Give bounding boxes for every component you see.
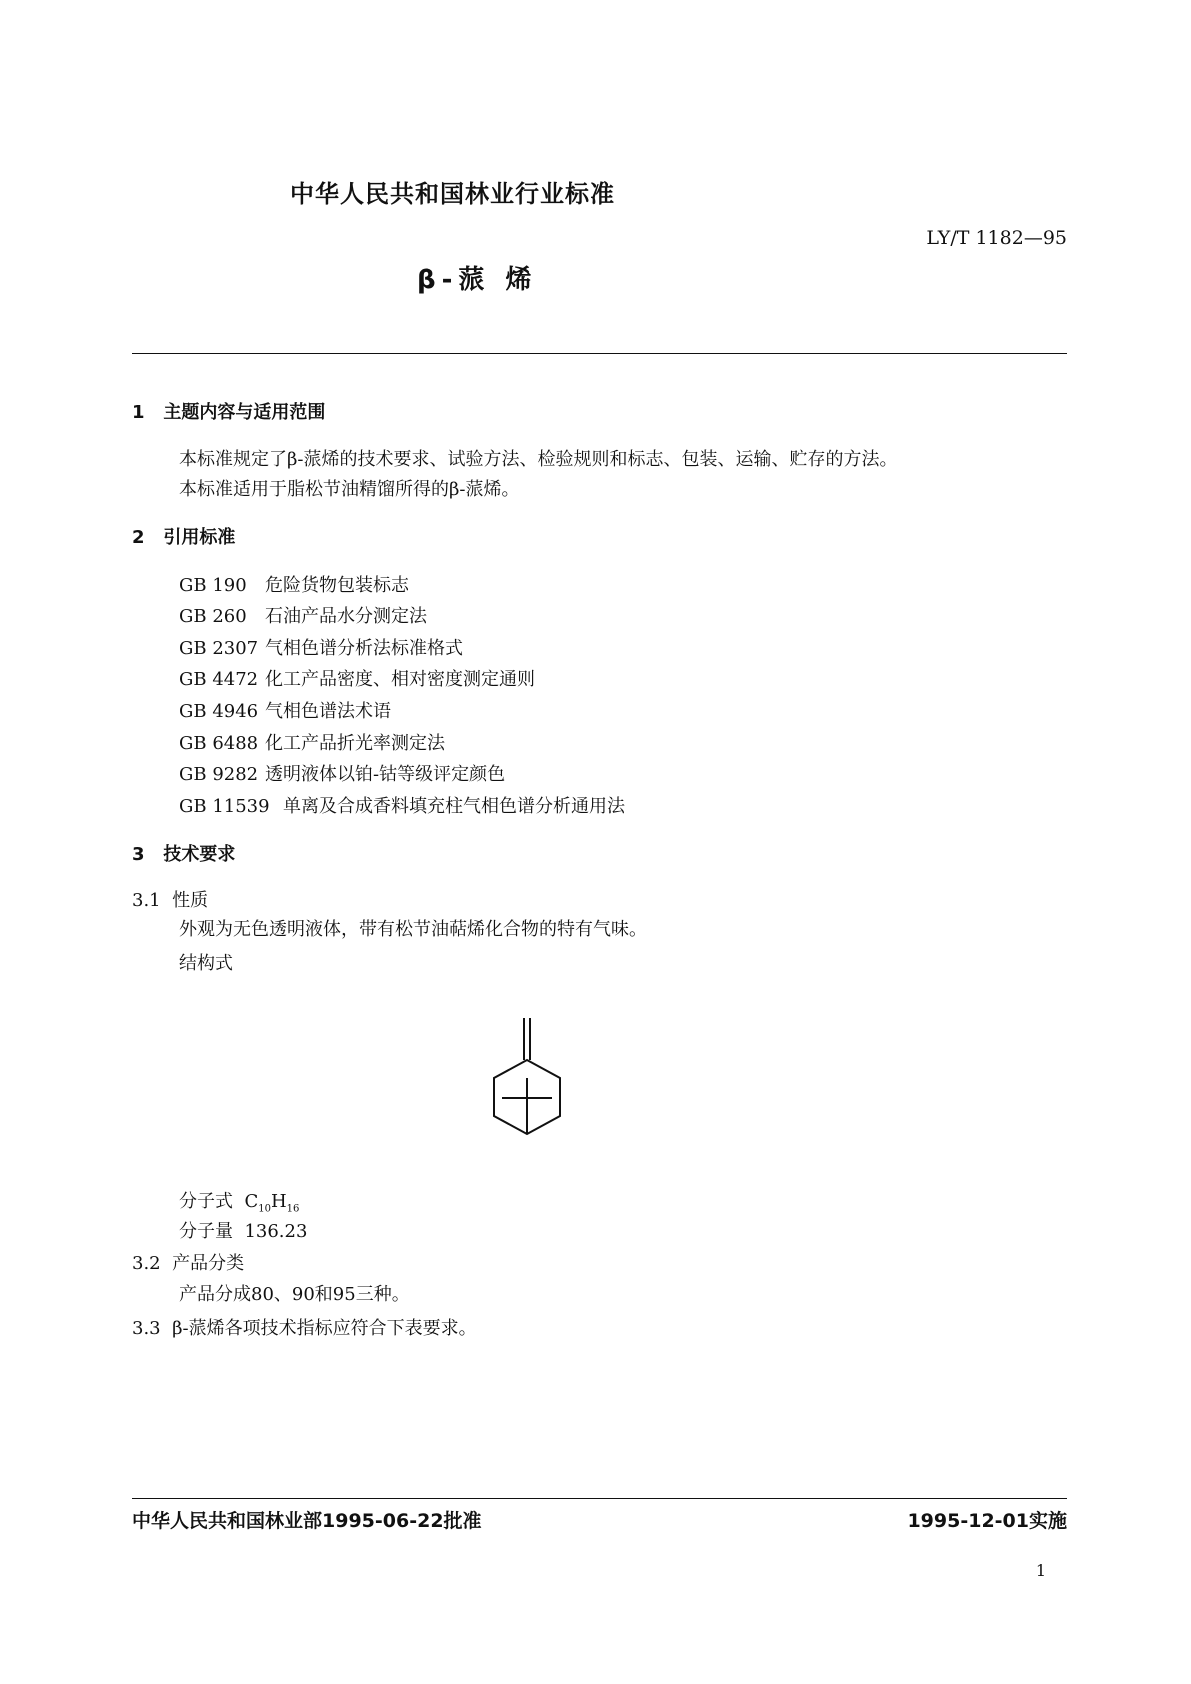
section-heading: 3 技术要求 (132, 844, 236, 865)
subsection-heading: 3.3 β-蒎烯各项技术指标应符合下表要求。 (132, 1318, 477, 1339)
org-title: 中华人民共和国林业行业标准 (290, 180, 615, 208)
reference-code: GB 260 (179, 606, 247, 627)
reference-title: 化工产品折光率测定法 (265, 733, 445, 754)
reference-code: GB 6488 (179, 733, 259, 754)
reference-code: GB 9282 (179, 764, 259, 785)
subsection-heading: 3.1 性质 (132, 890, 209, 911)
reference-code: GB 4472 (179, 669, 259, 690)
footer-rule (132, 1498, 1067, 1499)
section-heading: 1 主题内容与适用范围 (132, 402, 326, 423)
paragraph: 外观为无色透明液体，带有松节油萜烯化合物的特有气味。 (179, 919, 647, 940)
reference-code: GB 4946 (179, 701, 259, 722)
page-number: 1 (1035, 1561, 1046, 1580)
reference-title: 透明液体以铂-钴等级评定颜色 (265, 764, 506, 785)
reference-item (179, 733, 445, 755)
section-heading: 2 引用标准 (132, 527, 236, 548)
beta-pinene-structure (480, 1010, 580, 1140)
reference-title: 危险货物包装标志 (265, 575, 409, 596)
standard-code: LY/T 1182—95 (926, 227, 1067, 249)
formula-line: 分子式 $C_{10}H_{16}$ (179, 1191, 300, 1215)
doc-title: β-蒎 烯 (417, 265, 538, 295)
reference-item (179, 669, 535, 691)
reference-item (179, 796, 625, 818)
paragraph: 本标准适用于脂松节油精馏所得的β-蒎烯。 (179, 479, 520, 500)
reference-title: 化工产品密度、相对密度测定通则 (265, 669, 535, 690)
paragraph: 本标准规定了β-蒎烯的技术要求、试验方法、检验规则和标志、包装、运输、贮存的方法。 (179, 449, 898, 470)
approval-date: 中华人民共和国林业部1995-06-22批准 (132, 1510, 482, 1532)
reference-item (179, 575, 409, 597)
reference-item (179, 606, 427, 628)
reference-title: 石油产品水分测定法 (265, 606, 427, 627)
reference-item (179, 764, 505, 786)
molecular-weight-line: 分子量 136.23 (179, 1221, 308, 1242)
subsection-heading: 3.2 产品分类 (132, 1253, 245, 1274)
effective-date: 1995-12-01实施 (907, 1510, 1067, 1532)
header-rule (132, 353, 1067, 354)
reference-code: GB 11539 (179, 796, 270, 817)
reference-item (179, 638, 463, 660)
reference-item (179, 701, 391, 723)
reference-title: 气相色谱法术语 (265, 701, 391, 722)
reference-code: GB 2307 (179, 638, 259, 659)
reference-title: 气相色谱分析法标准格式 (265, 638, 463, 659)
reference-title: 单离及合成香料填充柱气相色谱分析通用法 (283, 796, 625, 817)
structure-label: 结构式 (179, 953, 233, 974)
paragraph: 产品分成80、90和95三种。 (179, 1284, 410, 1305)
reference-code: GB 190 (179, 575, 247, 596)
